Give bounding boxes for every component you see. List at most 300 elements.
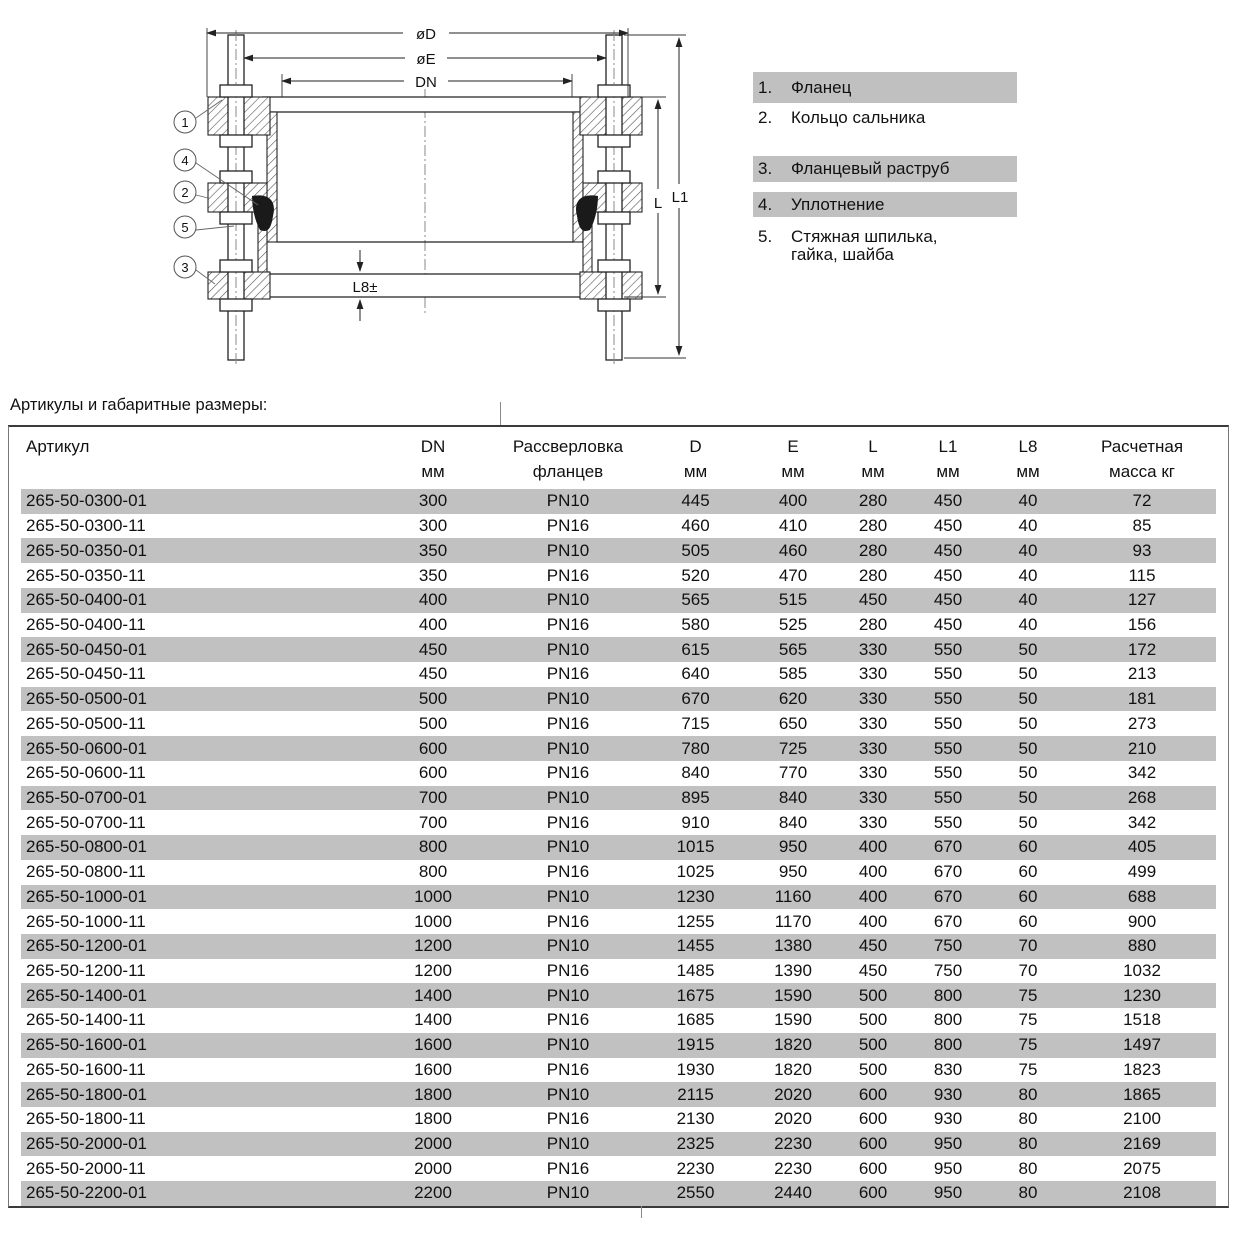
- value-cell: 2020: [774, 1084, 812, 1104]
- table-body: [21, 489, 1216, 1206]
- value-cell: 50: [1018, 812, 1038, 832]
- table-row: [21, 588, 1216, 613]
- callout-4: 4: [181, 153, 189, 168]
- value-cell: 40: [1018, 491, 1038, 511]
- article-cell: 265-50-1400-11: [26, 1010, 146, 1030]
- value-cell: 2169: [1123, 1134, 1161, 1154]
- value-cell: 50: [1018, 689, 1038, 709]
- value-cell: 1800: [414, 1109, 452, 1129]
- table-row: [21, 662, 1216, 687]
- value-cell: 550: [933, 713, 963, 733]
- value-cell: 688: [1127, 886, 1157, 906]
- value-cell: 800: [933, 1010, 963, 1030]
- value-cell: PN16: [546, 812, 590, 832]
- value-cell: 2000: [414, 1158, 452, 1178]
- table-row: [21, 810, 1216, 835]
- value-cell: 1600: [414, 1059, 452, 1079]
- table-title: Артикулы и габаритные размеры:: [10, 396, 268, 414]
- value-cell: 40: [1018, 540, 1038, 560]
- value-cell: 50: [1018, 639, 1038, 659]
- value-cell: 342: [1127, 812, 1157, 832]
- value-cell: 550: [933, 639, 963, 659]
- value-cell: 950: [778, 862, 808, 882]
- value-cell: 50: [1018, 713, 1038, 733]
- value-cell: 172: [1127, 639, 1157, 659]
- table-row: [21, 613, 1216, 638]
- value-cell: 500: [858, 1010, 888, 1030]
- table-row: [21, 761, 1216, 786]
- value-cell: PN10: [546, 738, 590, 758]
- value-cell: 2200: [414, 1183, 452, 1203]
- value-cell: 715: [681, 713, 710, 733]
- value-cell: 515: [778, 590, 808, 610]
- value-cell: 450: [418, 639, 448, 659]
- legend-item: [753, 226, 1017, 268]
- value-cell: 500: [858, 1035, 888, 1055]
- value-cell: 450: [933, 590, 963, 610]
- value-cell: 1590: [774, 985, 812, 1005]
- value-cell: 670: [933, 837, 963, 857]
- dim-label-l: L: [653, 195, 663, 212]
- value-cell: 1200: [414, 936, 452, 956]
- value-cell: 1823: [1123, 1059, 1161, 1079]
- dimensions-table-wrapper: [8, 425, 1229, 1208]
- value-cell: 400: [858, 862, 888, 882]
- table-row: [21, 959, 1216, 984]
- value-cell: 181: [1127, 689, 1157, 709]
- value-cell: 400: [858, 837, 888, 857]
- value-cell: 400: [418, 614, 448, 634]
- value-cell: 60: [1018, 862, 1038, 882]
- legend-item-number: 1.: [758, 78, 773, 97]
- value-cell: 750: [933, 936, 963, 956]
- table-row: [21, 786, 1216, 811]
- value-cell: 1820: [774, 1059, 812, 1079]
- value-cell: 2108: [1123, 1183, 1161, 1203]
- legend-item: [753, 192, 1017, 217]
- value-cell: 670: [933, 862, 963, 882]
- value-cell: 300: [418, 491, 448, 511]
- value-cell: 1455: [676, 936, 715, 956]
- value-cell: 565: [681, 590, 710, 610]
- article-cell: 265-50-0600-11: [26, 763, 146, 783]
- value-cell: 1865: [1123, 1084, 1161, 1104]
- table-row: [21, 736, 1216, 761]
- value-cell: PN16: [546, 565, 590, 585]
- value-cell: 80: [1018, 1134, 1038, 1154]
- table-row: [21, 1156, 1216, 1181]
- value-cell: 550: [933, 738, 963, 758]
- value-cell: 450: [933, 540, 963, 560]
- article-cell: 265-50-0800-11: [26, 862, 146, 882]
- dim-label-dn: DN: [415, 74, 437, 91]
- value-cell: 780: [681, 738, 710, 758]
- value-cell: 400: [858, 911, 888, 931]
- table-row: [21, 1033, 1216, 1058]
- value-cell: 650: [778, 713, 808, 733]
- column-tick-bottom: [641, 1206, 642, 1218]
- value-cell: 1800: [414, 1084, 452, 1104]
- table-row: [21, 711, 1216, 736]
- article-cell: 265-50-0350-01: [26, 540, 147, 560]
- article-cell: 265-50-2200-01: [26, 1183, 147, 1203]
- value-cell: 800: [418, 862, 448, 882]
- value-cell: 450: [933, 565, 963, 585]
- value-cell: 840: [681, 763, 710, 783]
- value-cell: PN16: [546, 862, 590, 882]
- value-cell: 2230: [676, 1158, 715, 1178]
- value-cell: 450: [858, 590, 888, 610]
- article-cell: 265-50-0300-01: [26, 491, 147, 511]
- value-cell: 2075: [1123, 1158, 1161, 1178]
- dim-label-l1: L1: [671, 189, 689, 206]
- value-cell: 600: [858, 1134, 888, 1154]
- article-cell: 265-50-0400-01: [26, 590, 147, 610]
- value-cell: PN16: [546, 961, 590, 981]
- legend-item-number: 4.: [758, 195, 773, 214]
- article-cell: 265-50-0500-11: [26, 713, 146, 733]
- value-cell: PN16: [546, 664, 590, 684]
- value-cell: 670: [933, 886, 963, 906]
- value-cell: 930: [933, 1109, 963, 1129]
- value-cell: 930: [933, 1084, 963, 1104]
- article-cell: 265-50-0350-11: [26, 565, 146, 585]
- value-cell: 500: [418, 689, 448, 709]
- value-cell: 330: [858, 763, 888, 783]
- value-cell: 550: [933, 689, 963, 709]
- value-cell: 85: [1132, 516, 1152, 536]
- value-cell: 400: [778, 491, 808, 511]
- value-cell: 1675: [676, 985, 715, 1005]
- table-row: [21, 1181, 1216, 1206]
- column-header: Расчетная масса кг: [1100, 437, 1184, 481]
- value-cell: 450: [933, 614, 963, 634]
- seal-left: [252, 195, 274, 231]
- value-cell: 460: [681, 516, 710, 536]
- column-header: DN мм: [420, 437, 446, 481]
- value-cell: 450: [418, 664, 448, 684]
- value-cell: 500: [858, 1059, 888, 1079]
- value-cell: 75: [1018, 1010, 1038, 1030]
- article-cell: 265-50-0600-01: [26, 738, 147, 758]
- value-cell: 50: [1018, 763, 1038, 783]
- article-cell: 265-50-0700-11: [26, 812, 146, 832]
- value-cell: PN10: [546, 540, 590, 560]
- table-row: [21, 637, 1216, 662]
- value-cell: 450: [933, 516, 963, 536]
- value-cell: 127: [1127, 590, 1157, 610]
- value-cell: PN10: [546, 936, 590, 956]
- dim-label-l8: L8±: [352, 279, 378, 296]
- value-cell: 1600: [414, 1035, 452, 1055]
- table-row: [21, 514, 1216, 539]
- value-cell: 585: [778, 664, 808, 684]
- value-cell: PN10: [546, 639, 590, 659]
- value-cell: PN16: [546, 516, 590, 536]
- value-cell: PN10: [546, 886, 590, 906]
- dim-label-oe: øE: [416, 51, 436, 68]
- article-cell: 265-50-1600-11: [26, 1059, 146, 1079]
- value-cell: 1170: [774, 911, 812, 931]
- article-cell: 265-50-1000-01: [26, 886, 147, 906]
- table-row: [21, 1132, 1216, 1157]
- value-cell: 1000: [414, 886, 452, 906]
- table-row: [21, 489, 1216, 514]
- seal-right: [576, 195, 598, 231]
- value-cell: 330: [858, 689, 888, 709]
- value-cell: 450: [858, 961, 888, 981]
- value-cell: PN16: [546, 713, 590, 733]
- value-cell: 950: [933, 1158, 963, 1178]
- value-cell: 450: [933, 491, 963, 511]
- value-cell: 670: [681, 689, 710, 709]
- table-row: [21, 934, 1216, 959]
- article-cell: 265-50-0450-01: [26, 639, 147, 659]
- value-cell: PN10: [546, 1134, 590, 1154]
- value-cell: 75: [1018, 1059, 1038, 1079]
- legend-item-label: Фланец: [791, 78, 852, 97]
- value-cell: 60: [1018, 911, 1038, 931]
- table-row: [21, 563, 1216, 588]
- article-cell: 265-50-1000-11: [26, 911, 146, 931]
- value-cell: 1485: [676, 961, 715, 981]
- article-cell: 265-50-0400-11: [26, 614, 146, 634]
- value-cell: 620: [778, 689, 808, 709]
- article-cell: 265-50-1600-01: [26, 1035, 147, 1055]
- value-cell: PN10: [546, 689, 590, 709]
- value-cell: 40: [1018, 516, 1038, 536]
- value-cell: 500: [418, 713, 448, 733]
- value-cell: 1685: [676, 1010, 715, 1030]
- value-cell: 800: [933, 1035, 963, 1055]
- value-cell: PN10: [546, 837, 590, 857]
- value-cell: 2325: [676, 1134, 715, 1154]
- value-cell: 115: [1128, 565, 1156, 585]
- value-cell: 499: [1127, 862, 1157, 882]
- value-cell: 2115: [677, 1084, 714, 1104]
- value-cell: 520: [681, 565, 710, 585]
- callout-1: 1: [181, 115, 189, 130]
- value-cell: 2230: [774, 1134, 812, 1154]
- value-cell: 2230: [774, 1158, 812, 1178]
- value-cell: 2020: [774, 1109, 812, 1129]
- value-cell: PN10: [546, 787, 590, 807]
- value-cell: 1160: [774, 886, 812, 906]
- callout-5: 5: [181, 220, 189, 235]
- value-cell: 470: [778, 565, 808, 585]
- value-cell: 600: [418, 738, 448, 758]
- value-cell: 600: [858, 1158, 888, 1178]
- value-cell: 80: [1018, 1109, 1038, 1129]
- value-cell: 840: [778, 787, 808, 807]
- column-header: L1 мм: [936, 437, 960, 481]
- value-cell: 2130: [676, 1109, 715, 1129]
- article-cell: 265-50-2000-01: [26, 1134, 147, 1154]
- value-cell: 280: [858, 516, 888, 536]
- article-cell: 265-50-0800-01: [26, 837, 147, 857]
- value-cell: 350: [418, 565, 448, 585]
- value-cell: 600: [858, 1183, 888, 1203]
- table-row: [21, 835, 1216, 860]
- value-cell: 910: [681, 812, 710, 832]
- value-cell: 900: [1127, 911, 1157, 931]
- value-cell: PN16: [546, 1158, 590, 1178]
- value-cell: PN10: [546, 1183, 590, 1203]
- callout-3: 3: [181, 260, 189, 275]
- value-cell: 600: [418, 763, 448, 783]
- value-cell: 750: [933, 961, 963, 981]
- value-cell: 280: [858, 491, 888, 511]
- value-cell: 280: [858, 565, 888, 585]
- value-cell: 280: [858, 540, 888, 560]
- table-row: [21, 687, 1216, 712]
- value-cell: PN10: [546, 590, 590, 610]
- legend-item-number: 5.: [758, 227, 773, 246]
- table-row: [21, 538, 1216, 563]
- value-cell: 330: [858, 664, 888, 684]
- value-cell: 50: [1018, 738, 1038, 758]
- value-cell: 70: [1018, 936, 1038, 956]
- legend-item: [753, 72, 1017, 103]
- value-cell: 75: [1018, 985, 1038, 1005]
- value-cell: 213: [1127, 664, 1157, 684]
- value-cell: PN16: [546, 1010, 590, 1030]
- value-cell: 550: [933, 787, 963, 807]
- value-cell: 1400: [414, 985, 452, 1005]
- article-cell: 265-50-1200-01: [26, 936, 147, 956]
- legend-item-label: Фланцевый раструб: [791, 159, 950, 178]
- article-cell: 265-50-1400-01: [26, 985, 147, 1005]
- article-cell: 265-50-0500-01: [26, 689, 147, 709]
- value-cell: 80: [1018, 1183, 1038, 1203]
- value-cell: 600: [858, 1109, 888, 1129]
- value-cell: PN10: [546, 491, 590, 511]
- value-cell: PN16: [546, 911, 590, 931]
- value-cell: 725: [778, 738, 808, 758]
- value-cell: 800: [933, 985, 963, 1005]
- value-cell: 505: [681, 540, 710, 560]
- legend-item-label: Стяжная шпилька, гайка, шайба: [791, 227, 938, 264]
- value-cell: 580: [681, 614, 710, 634]
- value-cell: 445: [681, 491, 710, 511]
- table-row: [21, 1107, 1216, 1132]
- value-cell: 2440: [774, 1183, 812, 1203]
- article-cell: 265-50-0700-01: [26, 787, 147, 807]
- value-cell: 1200: [414, 961, 452, 981]
- article-cell: 265-50-1200-11: [26, 961, 146, 981]
- value-cell: 700: [418, 812, 448, 832]
- value-cell: 550: [933, 763, 963, 783]
- value-cell: 1915: [676, 1035, 715, 1055]
- value-cell: 330: [858, 639, 888, 659]
- value-cell: 1015: [676, 837, 715, 857]
- value-cell: 1230: [1123, 985, 1161, 1005]
- value-cell: PN16: [546, 763, 590, 783]
- value-cell: 273: [1127, 713, 1157, 733]
- value-cell: PN16: [546, 614, 590, 634]
- value-cell: 405: [1127, 837, 1157, 857]
- assembly-drawing: [0, 0, 740, 390]
- value-cell: 40: [1018, 565, 1038, 585]
- column-header: L8 мм: [1016, 437, 1040, 481]
- value-cell: 880: [1127, 936, 1157, 956]
- value-cell: 950: [933, 1183, 963, 1203]
- value-cell: 700: [418, 787, 448, 807]
- value-cell: 330: [858, 812, 888, 832]
- value-cell: 450: [858, 936, 888, 956]
- value-cell: 75: [1018, 1035, 1038, 1055]
- value-cell: 800: [418, 837, 448, 857]
- value-cell: 1025: [676, 862, 715, 882]
- value-cell: PN16: [546, 1109, 590, 1129]
- table-row: [21, 885, 1216, 910]
- value-cell: 400: [858, 886, 888, 906]
- table-header-row: [21, 427, 1216, 489]
- value-cell: 60: [1018, 837, 1038, 857]
- value-cell: 1590: [774, 1010, 812, 1030]
- legend-item-label: Кольцо сальника: [791, 108, 926, 127]
- table-row: [21, 909, 1216, 934]
- article-cell: 265-50-0450-11: [26, 664, 146, 684]
- value-cell: 280: [858, 614, 888, 634]
- dim-label-od: øD: [416, 26, 436, 43]
- value-cell: 2000: [414, 1134, 452, 1154]
- article-cell: 265-50-2000-11: [26, 1158, 146, 1178]
- value-cell: PN10: [546, 985, 590, 1005]
- column-header: L мм: [861, 437, 885, 481]
- column-header: Рассверловка фланцев: [512, 437, 624, 481]
- value-cell: 670: [933, 911, 963, 931]
- value-cell: 565: [778, 639, 808, 659]
- value-cell: 156: [1127, 614, 1157, 634]
- value-cell: 615: [681, 639, 710, 659]
- value-cell: 1497: [1123, 1035, 1161, 1055]
- value-cell: 300: [418, 516, 448, 536]
- value-cell: 80: [1018, 1158, 1038, 1178]
- value-cell: 330: [858, 738, 888, 758]
- table-row: [21, 1008, 1216, 1033]
- value-cell: 50: [1018, 664, 1038, 684]
- value-cell: 1518: [1123, 1010, 1161, 1030]
- value-cell: 40: [1018, 590, 1038, 610]
- value-cell: 60: [1018, 886, 1038, 906]
- value-cell: 350: [418, 540, 448, 560]
- value-cell: 550: [933, 812, 963, 832]
- value-cell: 1390: [774, 961, 812, 981]
- value-cell: 640: [681, 664, 710, 684]
- value-cell: 840: [778, 812, 808, 832]
- legend-item: [753, 156, 1017, 182]
- legend-item-number: 2.: [758, 108, 773, 127]
- value-cell: 70: [1018, 961, 1038, 981]
- dimensions-table: [21, 427, 1216, 1206]
- column-header: E мм: [781, 437, 805, 481]
- value-cell: 550: [933, 664, 963, 684]
- value-cell: 80: [1018, 1084, 1038, 1104]
- value-cell: 2100: [1123, 1109, 1161, 1129]
- value-cell: 93: [1132, 540, 1152, 560]
- value-cell: 950: [778, 837, 808, 857]
- callout-2: 2: [181, 185, 189, 200]
- value-cell: 1820: [774, 1035, 812, 1055]
- value-cell: 895: [681, 787, 710, 807]
- table-row: [21, 1082, 1216, 1107]
- value-cell: 410: [778, 516, 808, 536]
- value-cell: 525: [778, 614, 808, 634]
- value-cell: 1255: [676, 911, 715, 931]
- value-cell: 950: [933, 1134, 963, 1154]
- value-cell: 770: [778, 763, 808, 783]
